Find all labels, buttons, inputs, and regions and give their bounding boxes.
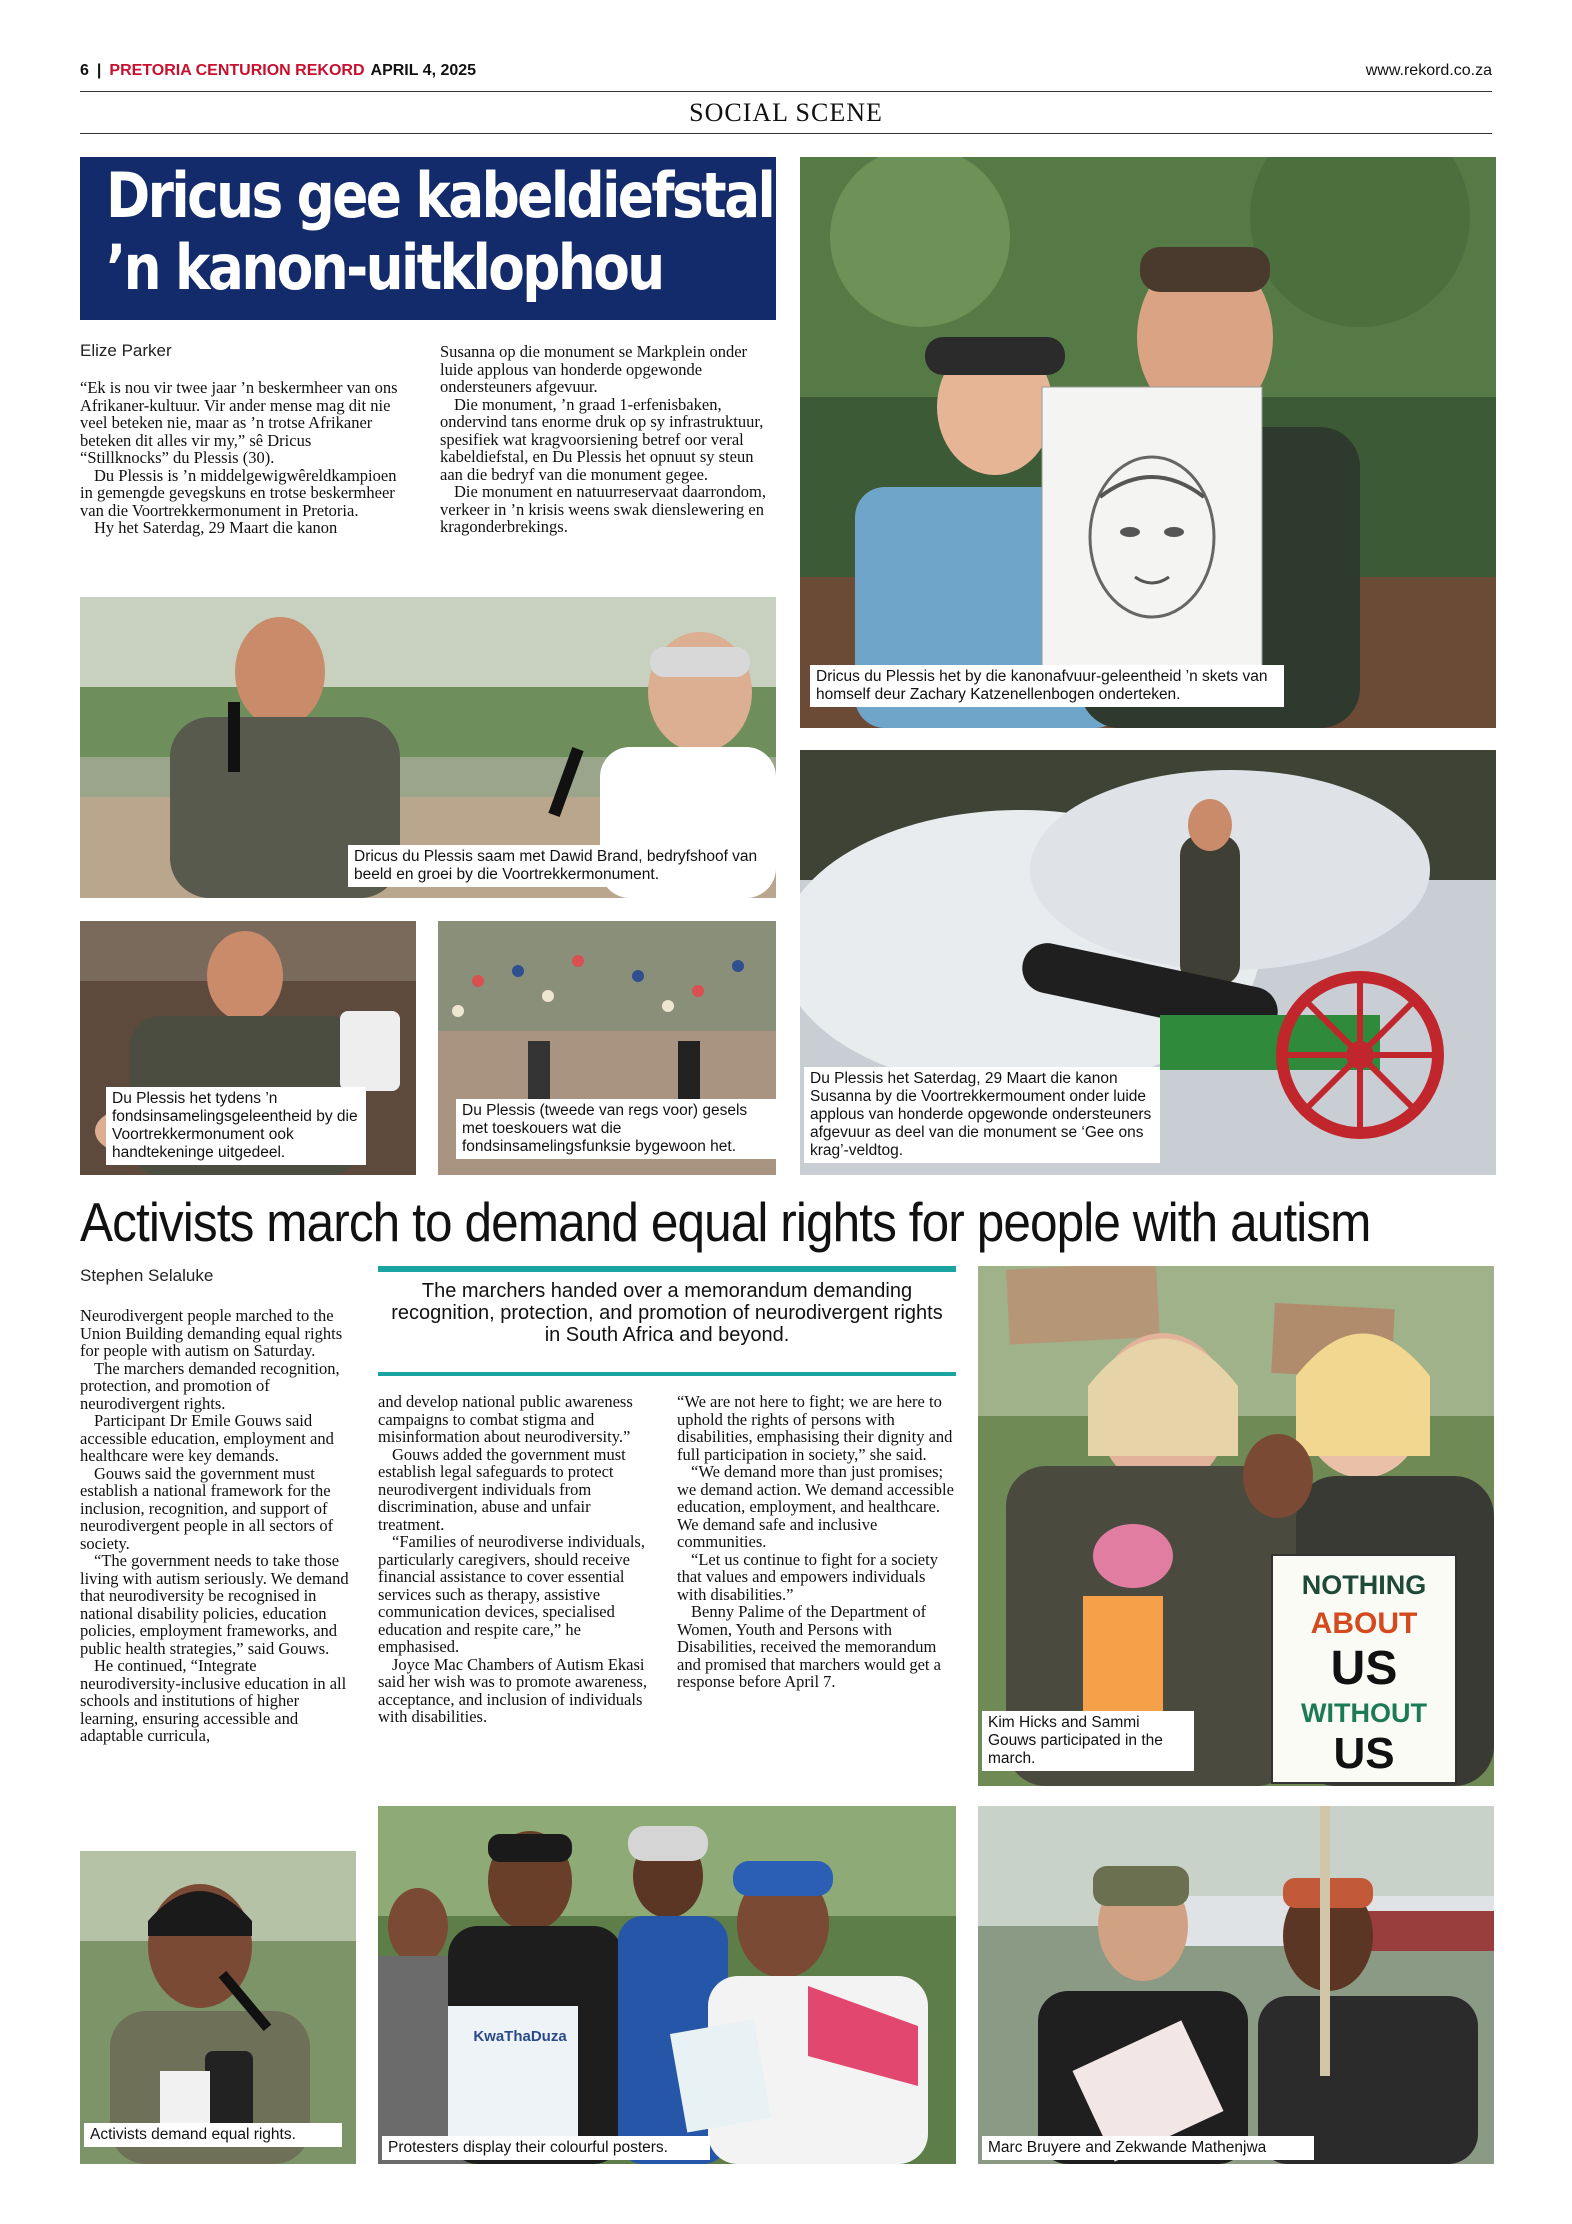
photo-caption: Activists demand equal rights. (84, 2123, 342, 2147)
paragraph: Benny Palime of the Department of Women, Youth and Persons with Disabilities, received the memorandum and promised that marchers would get a response before April 7. (677, 1602, 941, 1691)
poster-text: KwaThaDuza (473, 2028, 567, 2045)
photo-caption: Kim Hicks and Sammi Gouws participated in the march. (982, 1711, 1194, 1771)
photo-cannon (800, 750, 1496, 1175)
paragraph: “Let us continue to fight for a society that values and empowers individuals with disabilities.” (677, 1549, 938, 1604)
section-rule (80, 133, 1492, 134)
paragraph: Die monument en natuurreservaat daarrondom, verkeer in ’n krisis weens swak dienslewering en kragonderbrekings. (440, 482, 767, 536)
story1-col1 (80, 379, 402, 537)
story1-headline (106, 159, 774, 304)
story2-col2 (378, 1393, 650, 1726)
pull-quote: The marchers handed over a memorandum demanding recognition, protection, and promotion of neurodivergent rights in South Africa and beyond. (391, 1280, 943, 1346)
photo-dricus-microphone (80, 597, 776, 898)
sign-line: NOTHING (1301, 1570, 1427, 1600)
photo-caption: Du Plessis (tweede van regs voor) gesels met toeskouers wat die fondsinsamelingsfunksie bygewoon het. (456, 1099, 776, 1159)
photo-activist-speaker (80, 1851, 356, 2164)
page-number: 6 (80, 62, 89, 79)
paragraph: Du Plessis is ’n middelgewigwêreldkampioen in gemengde gevegskuns en trotse beskermheer van die Voortrekkermonument in Pretoria. (80, 465, 397, 520)
paragraph: “The government needs to take those living with autism seriously. We demand that neurodiversity be recognised in national disability policies, education policies, employment frameworks, and public health strategies,” said Gouws. (80, 1551, 349, 1658)
headline-line: Dricus gee kabeldiefstal (106, 159, 774, 232)
story2-byline: Stephen Selaluke (80, 1266, 214, 1285)
paragraph: and develop national public awareness campaigns to combat stigma and misinformation about neurodiversity.” (378, 1392, 633, 1446)
sign-line: WITHOUT (1301, 1698, 1427, 1728)
photo-caption: Dricus du Plessis saam met Dawid Brand, bedryfshoof van beeld en groei by die Voortrekkermonument. (348, 845, 770, 887)
photo-caption: Du Plessis het tydens ’n fondsinsamelingsgeleentheid by die Voortrekkermonument ook handtekeninge uitgedeel. (106, 1087, 366, 1165)
photo-caption: Marc Bruyere and Zekwande Mathenjwa (982, 2136, 1314, 2160)
page-header-left (80, 62, 476, 80)
photo-image (378, 1806, 956, 2164)
paragraph: “We demand more than just promises; we demand action. We demand accessible education, employment, and healthcare. We demand safe and inclusive communities. (677, 1462, 954, 1551)
header-separator: | (96, 62, 102, 79)
section-title: SOCIAL SCENE (689, 98, 883, 127)
paragraph: Participant Dr Emile Gouws said accessible education, employment and healthcare were key demands. (80, 1411, 334, 1465)
photo-caption: Dricus du Plessis het by die kanonafvuur-geleentheid ’n skets van homself deur Zachary Katzenellenbogen onderteken. (810, 665, 1284, 707)
sign-line: US (1330, 1642, 1398, 1695)
paragraph: “Ek is nou vir twee jaar ’n beskermheer van ons Afrikaner-kultuur. Vir ander mense mag dit nie veel beteken nie, maar as ’n trotse Afrikaner beteken dit alles vir my,” sê Dricus “Stillknocks” du Plessis (30). (80, 378, 398, 467)
story2-col1 (80, 1307, 352, 1745)
paragraph: Susanna op die monument se Markplein onder luide applous van honderde opgewonde ondersteuners afgevuur. (440, 342, 748, 396)
photo-signing (80, 921, 416, 1175)
website-link[interactable]: www.rekord.co.za (1365, 62, 1492, 79)
paragraph: Gouws added the government must establish legal safeguards to protect neurodivergent individuals from discrimination, abuse and unfair treatment. (378, 1444, 626, 1534)
photo-marc-zekwande (978, 1806, 1494, 2164)
issue-date: APRIL 4, 2025 (370, 62, 477, 79)
story1-byline: Elize Parker (80, 341, 172, 360)
paragraph: Die monument, ’n graad 1-erfenisbaken, ondervind tans enorme druk op sy infrastruktuur, spesifiek wat kragvoorsiening betref oor veral kabeldiefstal, en Du Plessis het opnuut sy steun aan die bedryf van die monument gegee. (440, 394, 764, 484)
story2-col3 (677, 1393, 955, 1691)
pull-quote-rule-top (378, 1266, 956, 1272)
paper-name: PRETORIA CENTURION REKORD (109, 62, 365, 79)
story2-headline: Activists march to demand equal rights for people with autism (80, 1191, 1371, 1253)
protest-sign (1271, 1554, 1457, 1784)
photo-crowd (438, 921, 776, 1175)
photo-caption: Protesters display their colourful posters. (382, 2136, 710, 2160)
photo-image (80, 1851, 356, 2164)
photo-image (978, 1806, 1494, 2164)
story1-col2 (440, 343, 776, 536)
paragraph: Hy het Saterdag, 29 Maart die kanon (94, 518, 338, 537)
photo-dricus-sketch (800, 157, 1496, 728)
paragraph: He continued, “Integrate neurodiversity-inclusive education in all schools and institutions of higher learning, ensuring accessible and adaptable curricula, (80, 1656, 347, 1745)
sign-line: US (1333, 1729, 1395, 1778)
pull-quote-rule-bottom (378, 1372, 956, 1376)
photo-caption: Du Plessis het Saterdag, 29 Maart die kanon Susanna by die Voortrekkermoument onder luide applous van honderde opgewonde ondersteuners afgevuur as deel van die monument se ‘Gee ons krag’-veldtog. (804, 1067, 1160, 1163)
paragraph: Gouws said the government must establish a national framework for the inclusion, recognition, and support of neurodivergent people in all sectors of society. (80, 1463, 334, 1553)
paragraph: “We are not here to fight; we are here to uphold the rights of persons with disabilities, emphasising their dignity and full participation in society,” she said. (677, 1392, 953, 1464)
photo-posters (378, 1806, 956, 2164)
paragraph: “Families of neurodiverse individuals, particularly caregivers, should receive financial assistance to cover essential services such as therapy, assistive communication devices, specialised education and respite care,” he emphasised. (378, 1532, 645, 1656)
photo-kim-hicks (978, 1266, 1494, 1786)
sign-line: ABOUT (1310, 1607, 1418, 1640)
paragraph: Joyce Mac Chambers of Autism Ekasi said her wish was to promote awareness, acceptance, and inclusion of individuals with disabilities. (378, 1654, 647, 1726)
photo-image (800, 157, 1496, 728)
paragraph: Neurodivergent people marched to the Union Building demanding equal rights for people with autism on Saturday. (80, 1306, 343, 1360)
paragraph: The marchers demanded recognition, protection, and promotion of neurodivergent rights. (80, 1358, 340, 1413)
headline-line: ’n kanon-uitklophou (106, 231, 663, 304)
header-rule (80, 91, 1492, 92)
